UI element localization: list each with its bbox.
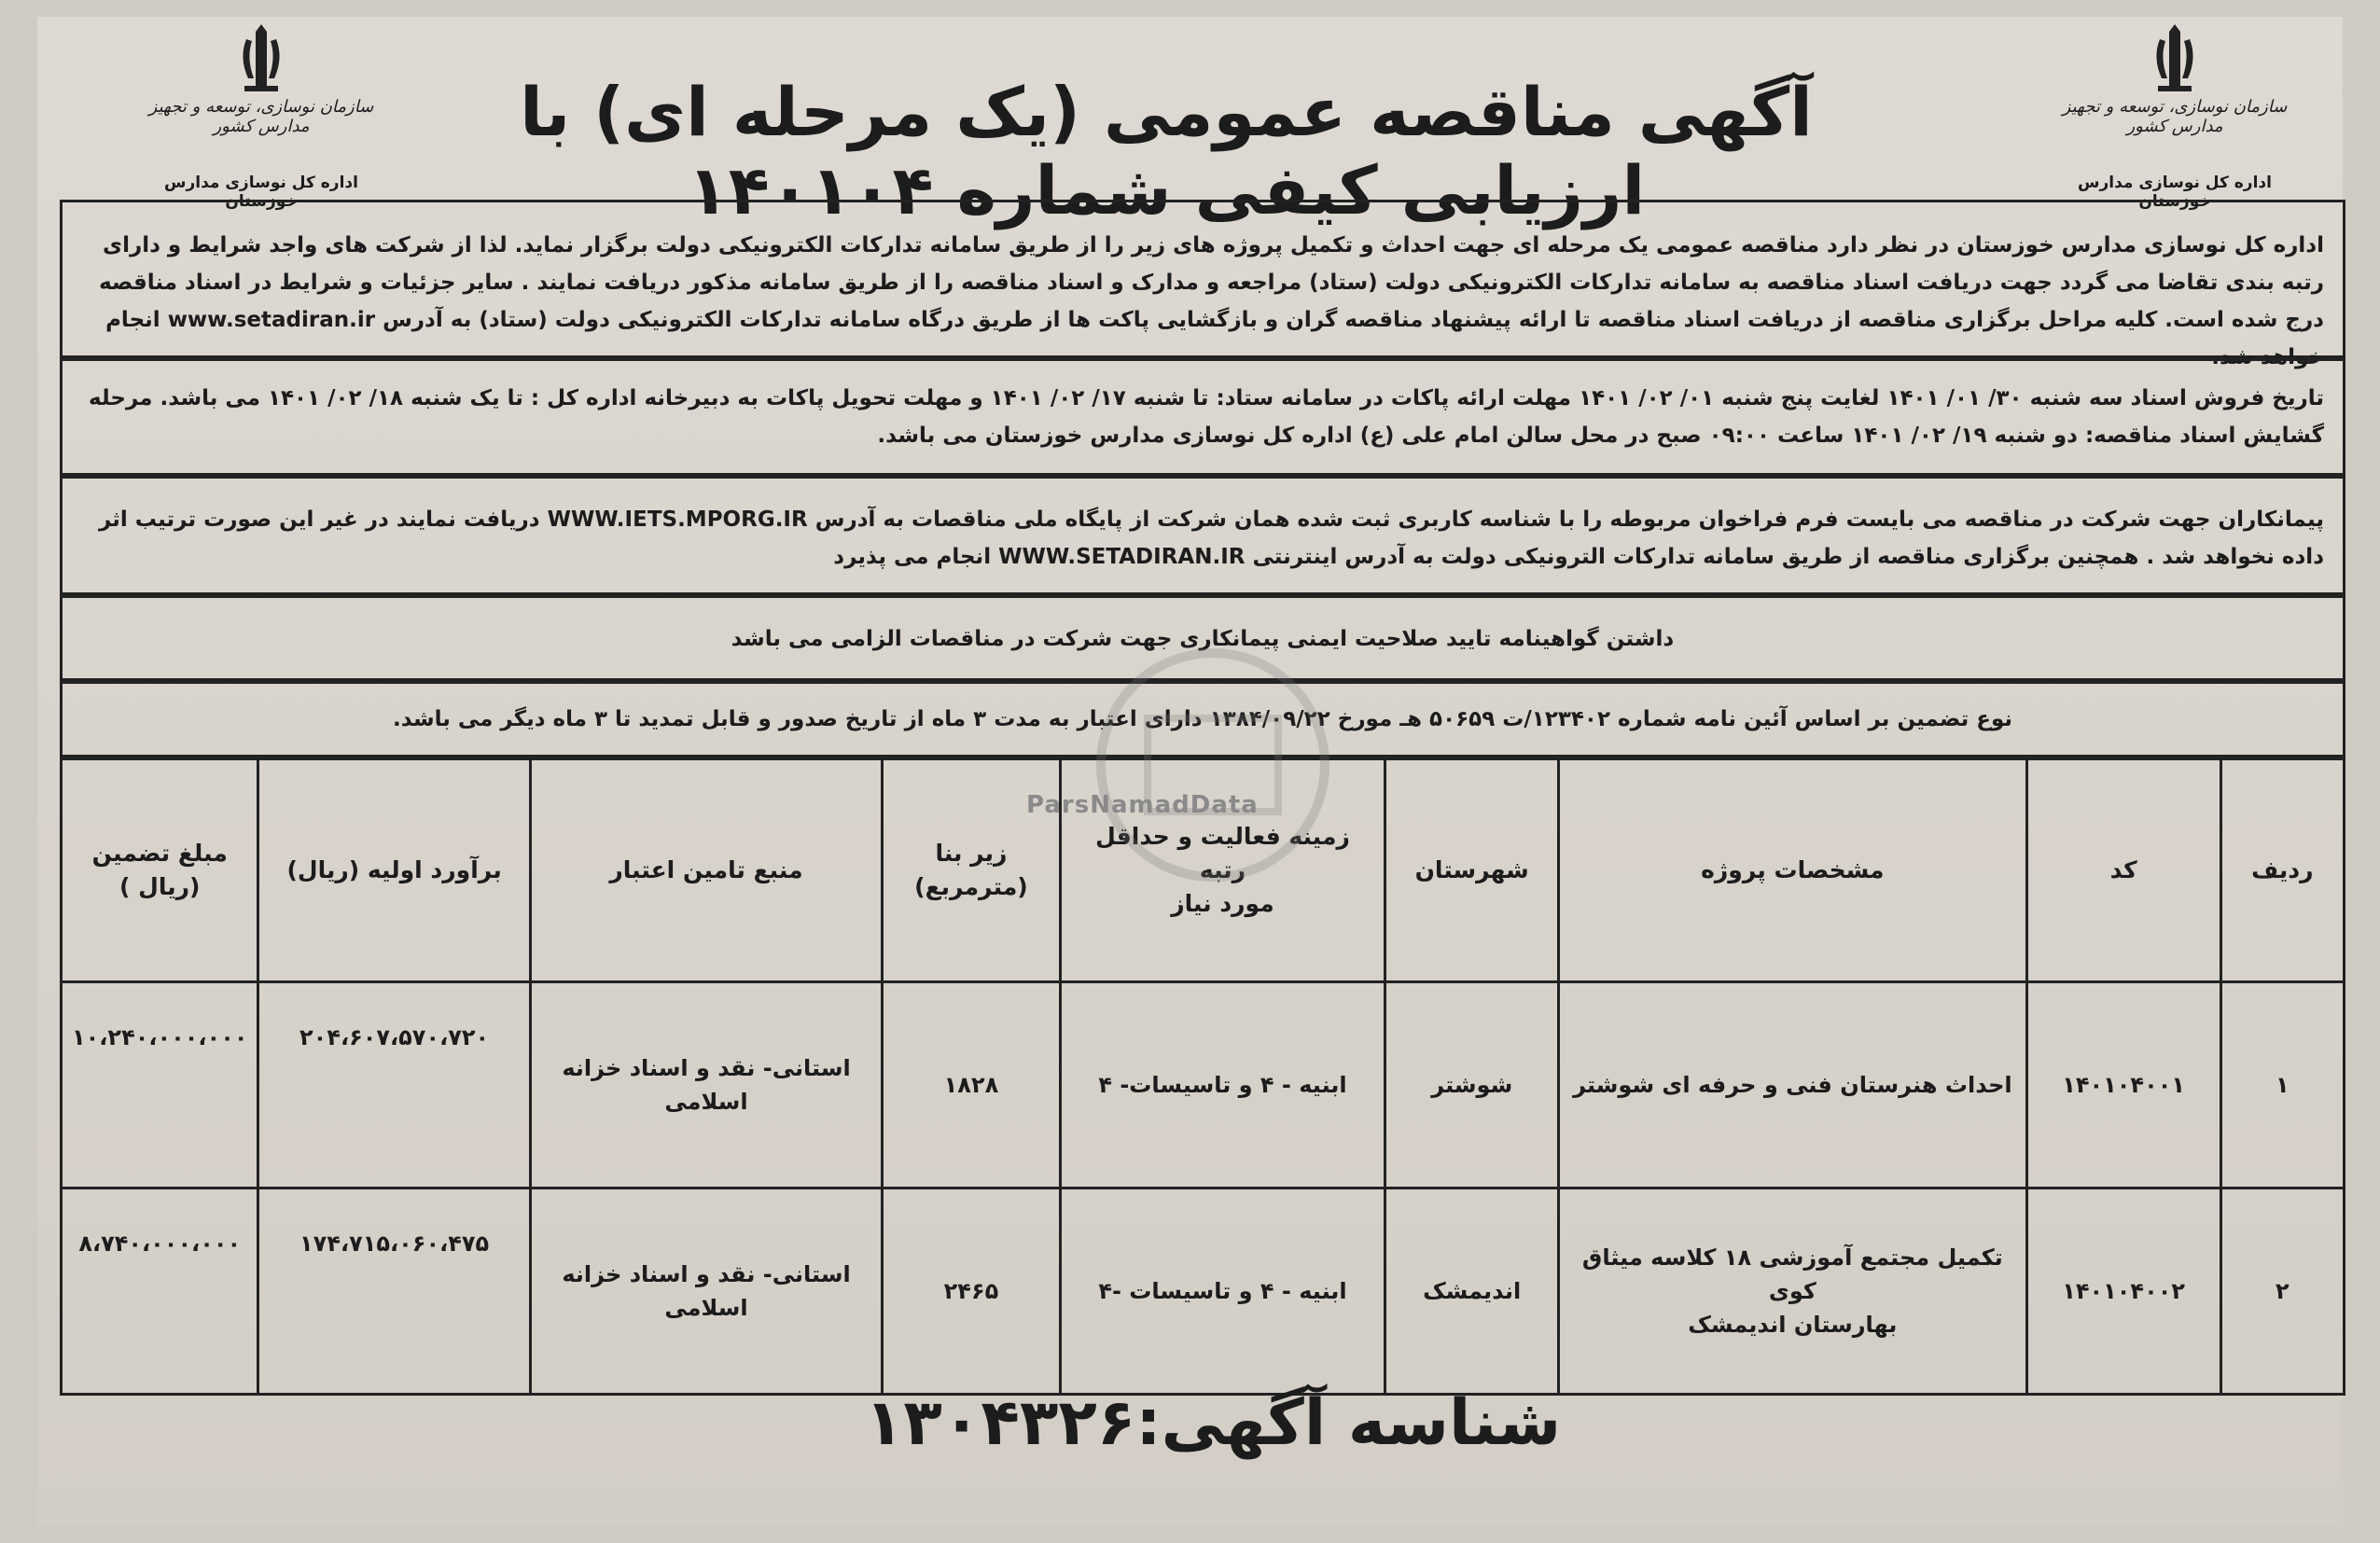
header-row-number: ردیف <box>2220 759 2344 982</box>
cell-funding: استانی- نقد و اسناد خزانه اسلامی <box>530 982 883 1189</box>
header-city: شهرستان <box>1385 759 1559 982</box>
cell-deposit: ۱۰،۲۴۰،۰۰۰،۰۰۰ <box>62 982 258 1189</box>
cell-area: ۲۴۶۵ <box>883 1189 1060 1395</box>
header-estimate: برآورد اولیه (ریال) <box>258 759 530 982</box>
org-script-text: سازمان نوسازی، توسعه و تجهیز مدارس کشور <box>148 97 374 136</box>
notice-title: آگهی مناقصه عمومی (یک مرحله ای) با ارزیابی کیفی شماره ۱۴۰۱۰۴ <box>520 73 1813 229</box>
cell-project <box>1558 1189 2026 1395</box>
header-code: کد <box>2026 759 2220 982</box>
cell-project-line1: تکمیل مجتمع آموزشی ۱۸ کلاسه میثاق کوی <box>1581 1244 2003 1304</box>
org-script-text: سازمان نوسازی، توسعه و تجهیز مدارس کشور <box>2062 97 2288 136</box>
emblem-icon <box>235 21 287 95</box>
cell-city: شوشتر <box>1385 982 1559 1189</box>
cell-estimate: ۱۷۴،۷۱۵،۰۶۰،۴۷۵ <box>258 1189 530 1395</box>
cell-project-line1: احداث هنرستان فنی و حرفه ای شوشتر <box>1573 1072 2012 1098</box>
header-project: مشخصات پروژه <box>1558 759 2026 982</box>
header-field-line2: مورد نیاز <box>1171 890 1274 917</box>
header-funding: منبع تامین اعتبار <box>530 759 883 982</box>
guarantee-paragraph: نوع تضمین بر اساس آئین نامه شماره ۱۲۳۴۰۲/ت ۵۰۶۵۹ هـ مورخ ۱۳۸۴/۰۹/۲۲ دارای اعتبار به مدت ۳ ماه از تاریخ صدور و قابل تمدید تا ۳ ماه دیگر می باشد. <box>60 681 2345 758</box>
org-name: اداره کل نوسازی مدارس خوزستان <box>164 174 358 211</box>
emblem-icon <box>2149 21 2201 95</box>
tender-table <box>60 758 2345 1396</box>
ad-id: شناسه آگهی:۱۳۰۴۳۲۶ <box>864 1386 1562 1460</box>
cell-city: اندیمشک <box>1385 1189 1559 1395</box>
cell-area: ۱۸۲۸ <box>883 982 1060 1189</box>
cell-code: ۱۴۰۱۰۴۰۰۲ <box>2026 1189 2220 1395</box>
watermark-text: ParsNamadData <box>1026 791 1259 819</box>
cell-deposit: ۸،۷۴۰،۰۰۰،۰۰۰ <box>62 1189 258 1395</box>
header-deposit: مبلغ تضمین (ریال ) <box>62 759 258 982</box>
cell-funding: استانی- نقد و اسناد خزانه اسلامی <box>530 1189 883 1395</box>
header-field-line1: زمینه فعالیت و حداقل رتبه <box>1095 823 1350 883</box>
cell-field: ابنیه - ۴ و تاسیسات- ۴ <box>1060 982 1385 1189</box>
table-row <box>62 1189 2345 1395</box>
header-area-line1: زیر بنا <box>935 840 1008 867</box>
certificate-paragraph: داشتن گواهینامه تایید صلاحیت ایمنی پیمانکاری جهت شرکت در مناقصات الزامی می باشد <box>60 595 2345 681</box>
intro-paragraph: اداره کل نوسازی مدارس خوزستان در نظر دارد مناقصه عمومی یک مرحله ای جهت احداث و تکمیل پروژه های زیر را از طریق سامانه تدارکات الکترونیکی دولت برگزار نماید. لذا از شرکت های واجد شرایط و دارای رتبه بندی تقاضا می گردد جهت دریافت اسناد مناقصه به سامانه تدارکات الکترونیکی دولت (ستاد) مراجعه و مدارک و اسناد مناقصه را از طریق سامانه مذکور دریافت نمایند . سایر جزئیات و شرایط در اسناد مناقصه درج شده است. کلیه مراحل برگزاری مناقصه از دریافت اسناد مناقصه تا ارائه پیشنهاد مناقصه گران و بازگشایی پاکت ها از طریق درگاه سامانه تدارکات الکترونیکی دولت (ستاد) به آدرس www.setadiran.ir انجام خواهد شد. <box>60 200 2345 358</box>
table-row <box>62 982 2345 1189</box>
cell-field: ابنیه - ۴ و تاسیسات -۴ <box>1060 1189 1385 1395</box>
cell-row-number: ۱ <box>2220 982 2344 1189</box>
org-logo-left <box>140 21 383 211</box>
cell-project <box>1558 982 2026 1189</box>
org-logo-right <box>2053 21 2296 211</box>
cell-project-line2: بهارستان اندیمشک <box>1688 1312 1898 1338</box>
cell-estimate: ۲۰۴،۶۰۷،۵۷۰،۷۲۰ <box>258 982 530 1189</box>
contractors-paragraph: پیمانکاران جهت شرکت در مناقصه می بایست فرم فراخوان مربوطه را با شناسه کاربری ثبت شده همان شرکت از پایگاه ملی مناقصات به آدرس WWW.IETS.MPORG.IR دریافت نمایند در غیر این صورت ترتیب اثر داده نخواهد شد . همچنین برگزاری مناقصه از طریق سامانه تدارکات الترونیکی دولت به آدرس اینترنتی WWW.SETADIRAN.IR انجام می پذیرد <box>60 476 2345 595</box>
header-area-line2: (مترمربع) <box>914 873 1028 900</box>
dates-paragraph: تاریخ فروش اسناد سه شنبه ۳۰/ ۰۱/ ۱۴۰۱ لغایت پنج شنبه ۰۱/ ۰۲/ ۱۴۰۱ مهلت ارائه پاکات در سامانه ستاد: تا شنبه ۱۷/ ۰۲/ ۱۴۰۱ و مهلت تحویل پاکات به دبیرخانه اداره کل : تا یک شنبه ۱۸/ ۰۲/ ۱۴۰۱ می باشد. مرحله گشایش اسناد مناقصه: دو شنبه ۱۹/ ۰۲/ ۱۴۰۱ ساعت ۰۹:۰۰ صبح در محل سالن امام علی (ع) اداره کل نوسازی مدارس خوزستان می باشد. <box>60 358 2345 476</box>
org-name: اداره کل نوسازی مدارس خوزستان <box>2078 174 2272 211</box>
cell-row-number: ۲ <box>2220 1189 2344 1395</box>
cell-code: ۱۴۰۱۰۴۰۰۱ <box>2026 982 2220 1189</box>
